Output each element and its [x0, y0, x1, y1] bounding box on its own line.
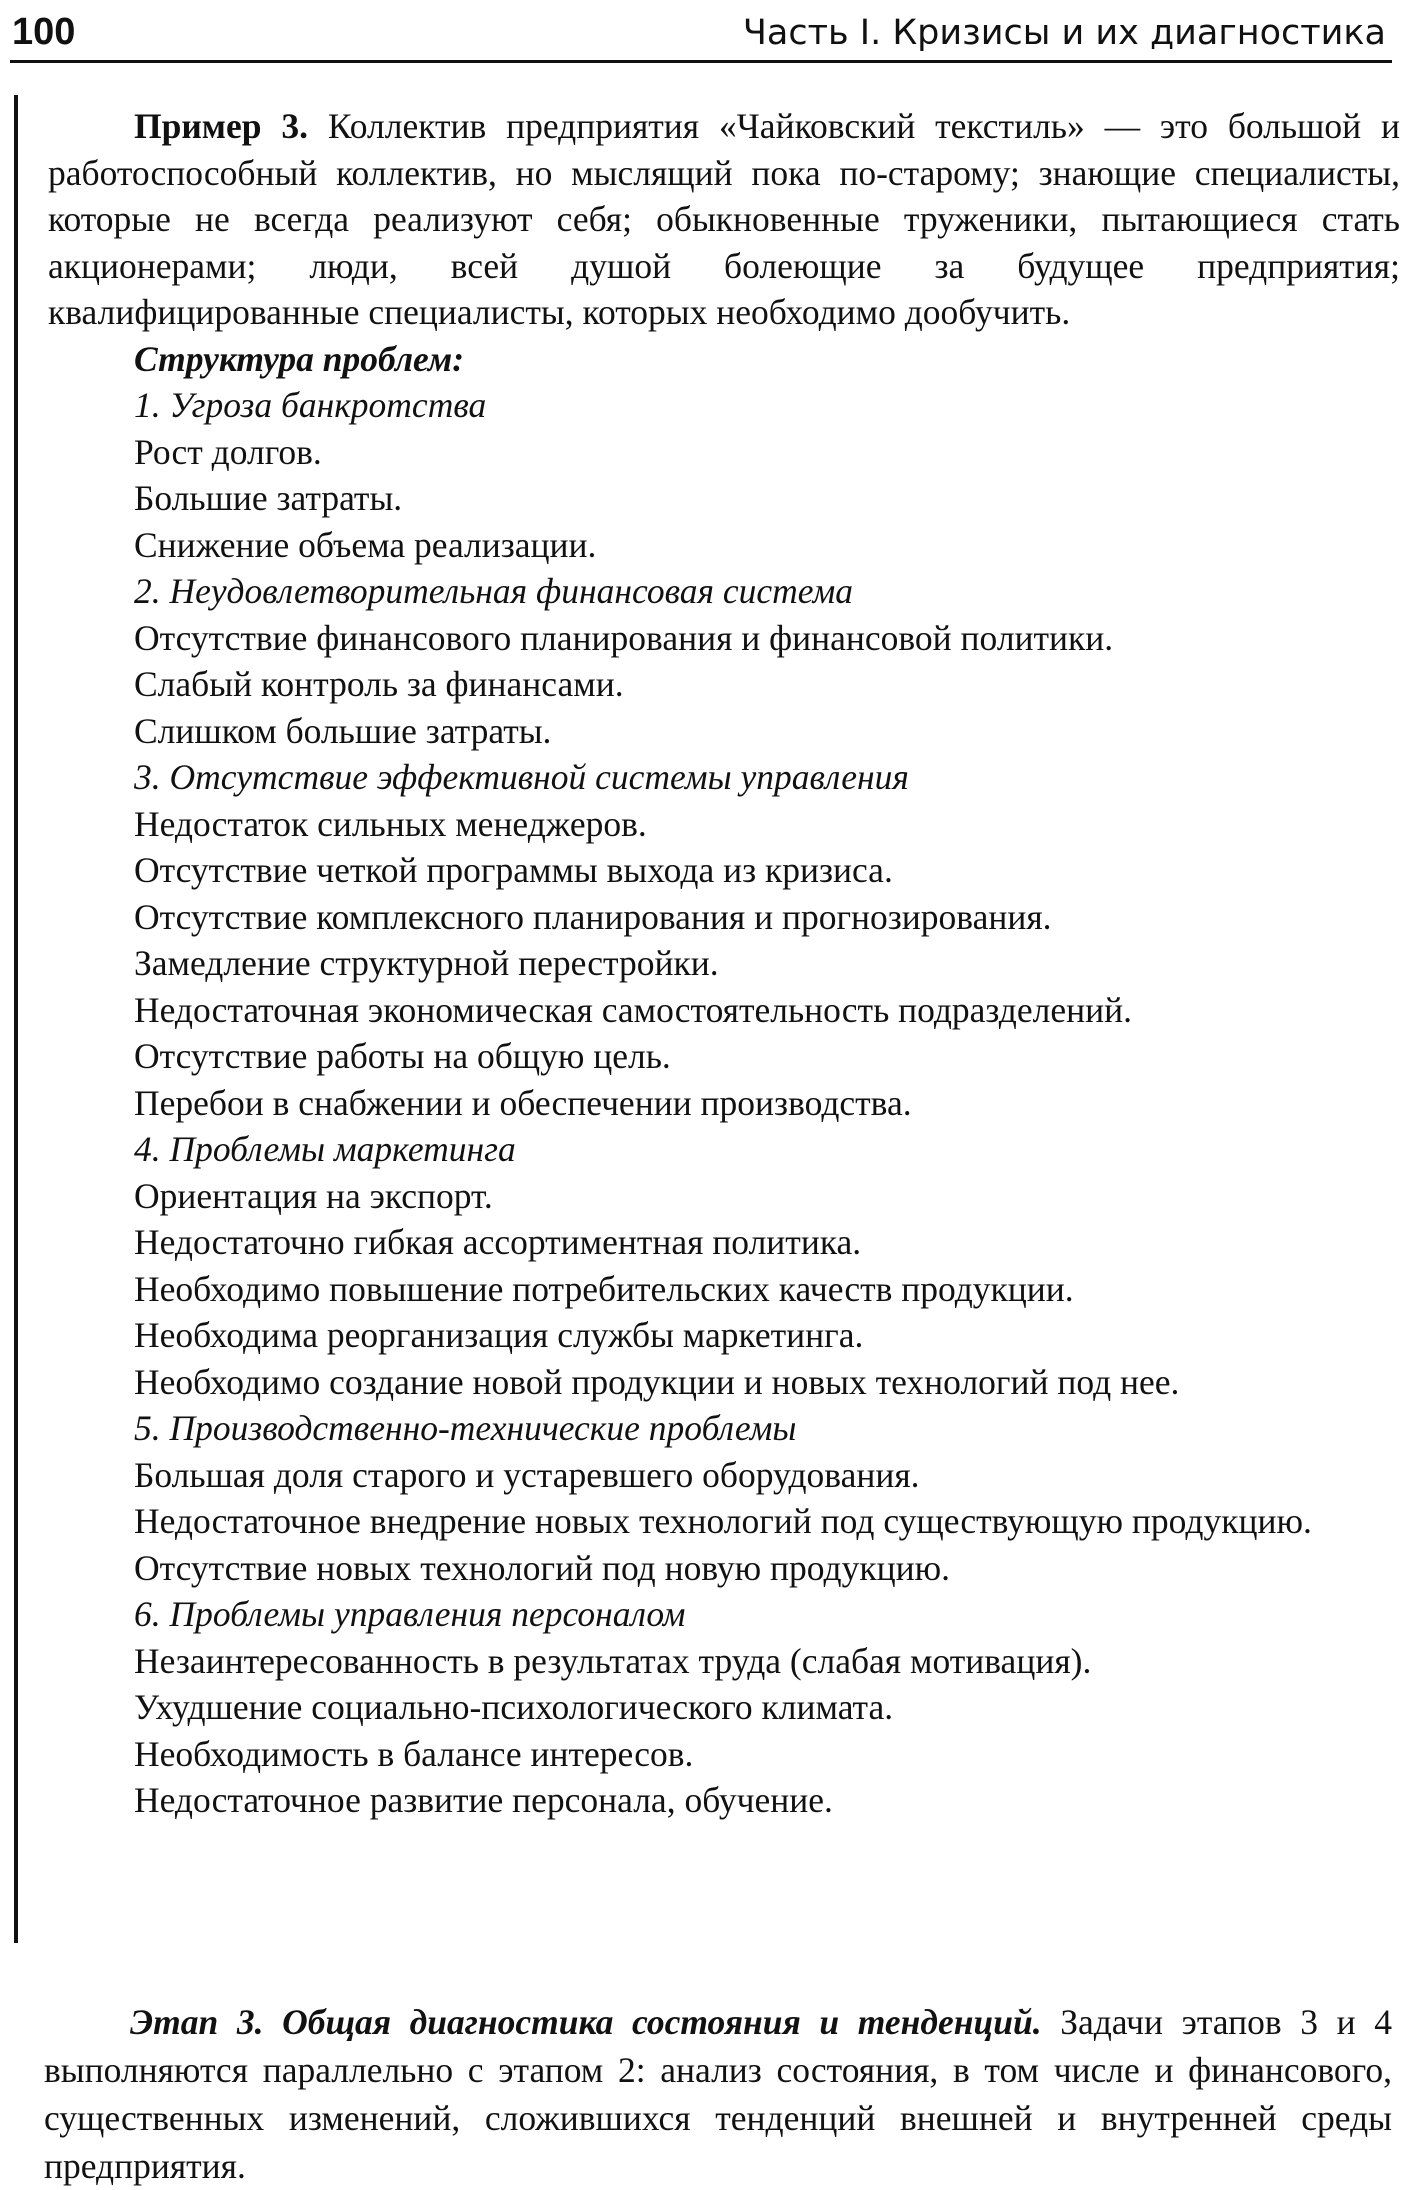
problem-item: Отсутствие четкой программы выхода из кризиса.	[134, 850, 893, 890]
problem-item: Снижение объема реализации.	[134, 524, 597, 565]
problem-item: Недостаточно гибкая ассортиментная политика.	[134, 1222, 862, 1262]
problem-group	[48, 754, 1400, 1126]
problem-group-heading: 4. Проблемы маркетинга	[134, 1129, 516, 1169]
example-box	[14, 95, 1398, 1943]
problem-item: Недостаточная экономическая самостоятельность подразделений.	[134, 989, 1132, 1030]
problem-item: Слишком большие затраты.	[134, 710, 552, 751]
structure-title: Структура проблем:	[134, 338, 465, 379]
running-title: Часть I. Кризисы и их диагностика	[742, 13, 1386, 53]
problem-item: Недостаточное развитие персонала, обучение.	[134, 1780, 833, 1820]
problem-item: Перебои в снабжении и обеспечении производства.	[134, 1082, 912, 1123]
problem-group	[48, 568, 1400, 754]
problem-list	[48, 1173, 1400, 1406]
problem-item: Отсутствие работы на общую цель.	[134, 1036, 671, 1076]
problem-group-heading: 5. Производственно-технические проблемы	[134, 1408, 797, 1448]
problem-item: Ориентация на экспорт.	[134, 1175, 493, 1216]
stage-lead: Этап 3.	[130, 2002, 264, 2042]
problem-item: Большая доля старого и устаревшего оборудования.	[134, 1454, 920, 1495]
problem-item: Недостаточное внедрение новых технологий под существующую продукцию.	[134, 1501, 1312, 1541]
problem-item: Большие затраты.	[134, 478, 403, 518]
problem-item: Замедление структурной перестройки.	[134, 943, 719, 983]
example-lead: Пример 3.	[134, 106, 308, 146]
problem-list	[48, 615, 1400, 755]
problem-group	[48, 1405, 1400, 1591]
example-body	[48, 103, 1400, 1824]
problem-group	[48, 382, 1400, 568]
problem-list	[48, 1638, 1400, 1824]
problem-list	[48, 801, 1400, 1127]
problem-item: Слабый контроль за финансами.	[134, 664, 624, 704]
problem-item: Отсутствие новых технологий под новую продукцию.	[134, 1547, 950, 1588]
page-number: 100	[12, 11, 76, 53]
problem-group-heading: 3. Отсутствие эффективной системы управления	[134, 757, 909, 797]
stage-italic-title: Общая диагностика состояния и тенденций.	[263, 2002, 1042, 2042]
problem-group-heading: 6. Проблемы управления персоналом	[134, 1594, 686, 1634]
stage-paragraph	[44, 1998, 1392, 2190]
page-header	[10, 6, 1392, 63]
problem-item: Необходимо повышение потребительских качеств продукции.	[134, 1268, 1074, 1309]
example-text: Коллектив предприятия «Чайковский текстиль» — это большой и работоспособный коллектив, но мыслящий пока по-старому; знающие специалисты, которые не всегда реализуют себя; обыкновенные труженики, пытающиеся стать акционерами; люди, всей душой болеющие за будущее предприятия; квалифицированные специалисты, которых необходимо дообучить.	[48, 106, 1400, 332]
problem-item: Отсутствие финансового планирования и финансовой политики.	[134, 617, 1114, 658]
problem-item: Необходима реорганизация службы маркетинга.	[134, 1315, 864, 1355]
problem-list	[48, 429, 1400, 569]
problem-group	[48, 1591, 1400, 1824]
problem-item: Отсутствие комплексного планирования и прогнозирования.	[134, 896, 1052, 937]
problem-item: Недостаток сильных менеджеров.	[134, 803, 647, 844]
problem-item: Рост долгов.	[134, 431, 322, 472]
example-intro	[48, 103, 1400, 336]
problem-item: Незаинтересованность в результатах труда (слабая мотивация).	[134, 1640, 1092, 1681]
problem-group-heading: 1. Угроза банкротства	[134, 385, 487, 425]
problem-group	[48, 1126, 1400, 1405]
stage-text: Задачи этапов 3 и 4 выполняются параллельно с этапом 2: анализ состояния, в том числе и финансового, существенных изменений, сложившихся тенденций внешней и внутренней среды предприятия.	[44, 2002, 1392, 2186]
problem-group-heading: 2. Неудовлетворительная финансовая система	[134, 571, 854, 611]
problem-item: Ухудшение социально-психологического климата.	[134, 1687, 894, 1727]
problem-groups	[48, 382, 1400, 1824]
problem-list	[48, 1452, 1400, 1592]
problem-item: Необходимость в балансе интересов.	[134, 1733, 694, 1774]
problem-item: Необходимо создание новой продукции и новых технологий под нее.	[134, 1361, 1180, 1402]
